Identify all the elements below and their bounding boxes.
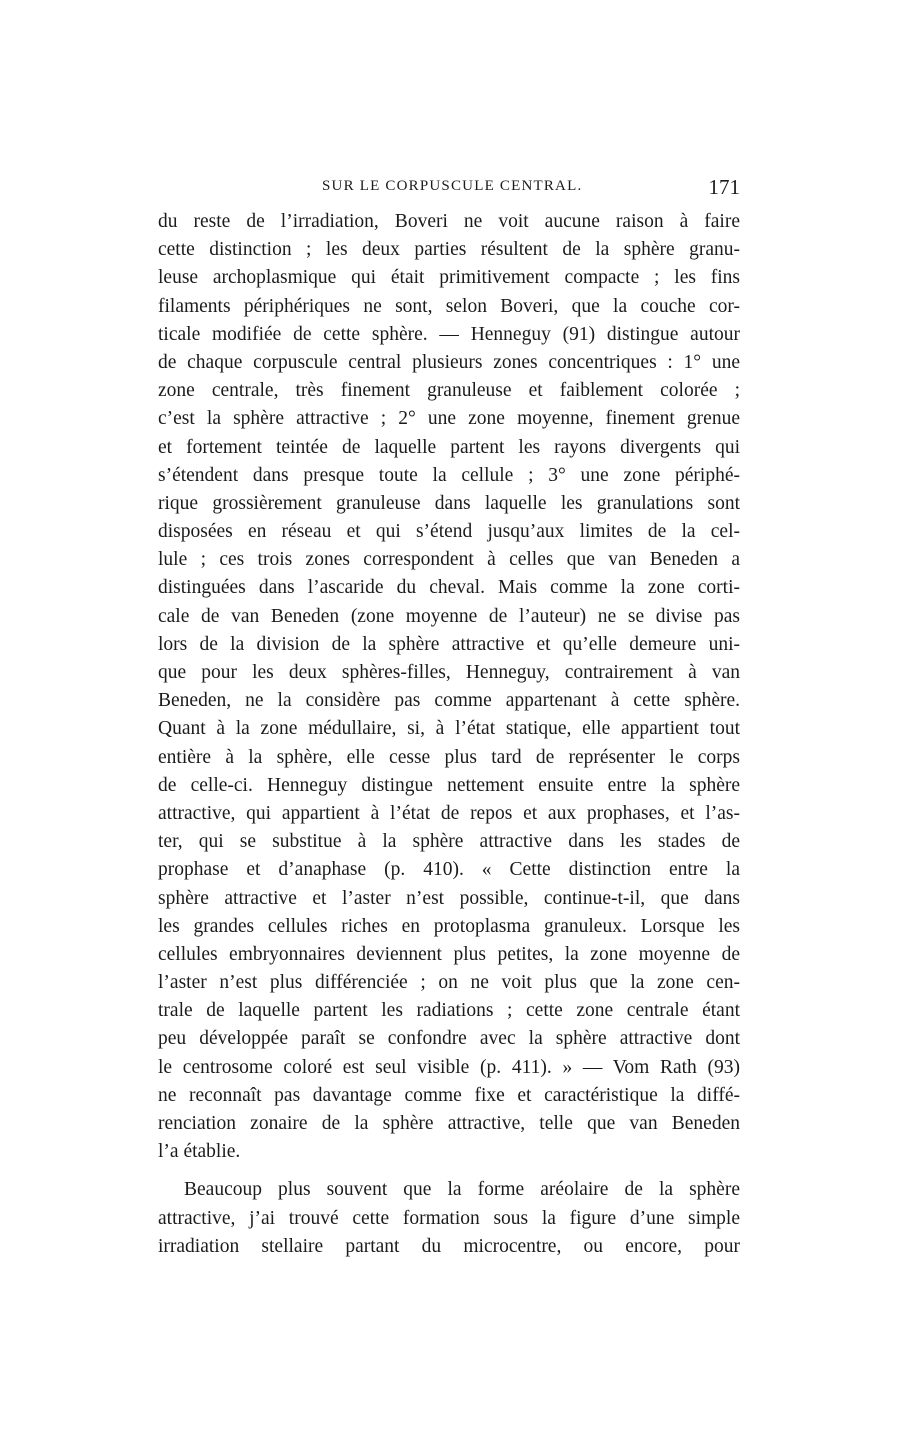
text-line: renciation zonaire de la sphère attractive, telle que van Beneden bbox=[158, 1113, 740, 1134]
page-number: 171 bbox=[708, 175, 740, 199]
text-line: c’est la sphère attractive ; 2° une zone moyenne, finement grenue bbox=[158, 408, 740, 430]
running-title: SUR LE CORPUSCULE CENTRAL. bbox=[322, 178, 583, 194]
paragraph-1 bbox=[158, 208, 740, 1166]
text-line: cale de van Beneden (zone moyenne de l’auteur) ne se divise pas bbox=[158, 605, 740, 627]
text-line: cellules embryonnaires deviennent plus petites, la zone moyenne de bbox=[158, 943, 740, 965]
text-line: irradiation stellaire partant du microcentre, ou encore, pour bbox=[158, 1235, 740, 1257]
text-line: de chaque corpuscule central plusieurs zones concentriques : 1° une bbox=[158, 351, 740, 373]
text-line: les grandes cellules riches en protoplasma granuleux. Lorsque les bbox=[158, 915, 740, 937]
text-line: leuse archoplasmique qui était primitivement compacte ; les fins bbox=[158, 267, 740, 289]
text-line: Beaucoup plus souvent que la forme aréolaire de la sphère bbox=[184, 1179, 740, 1201]
text-line: lule ; ces trois zones correspondent à celles que van Beneden a bbox=[158, 549, 740, 571]
text-line: s’étendent dans presque toute la cellule ; 3° une zone périphé- bbox=[158, 464, 740, 486]
text-line: Beneden, ne la considère pas comme appartenant à cette sphère. bbox=[158, 690, 740, 712]
text-line: rique grossièrement granuleuse dans laquelle les granulations sont bbox=[158, 492, 740, 514]
text-line: ticale modifiée de cette sphère. — Henneguy (91) distingue autour bbox=[158, 323, 740, 345]
text-line: le centrosome coloré est seul visible (p. 411). » — Vom Rath (93) bbox=[158, 1056, 740, 1078]
text-line: sphère attractive et l’aster n’est possible, continue-t-il, que dans bbox=[158, 887, 740, 909]
text-line: lors de la division de la sphère attractive et qu’elle demeure uni- bbox=[158, 633, 740, 655]
text-line: de celle-ci. Henneguy distingue nettement ensuite entre la sphère bbox=[158, 774, 740, 796]
paragraph-gap bbox=[158, 1166, 740, 1176]
text-line: l’a établie. bbox=[158, 1141, 241, 1163]
text-line: l’aster n’est plus différenciée ; on ne voit plus que la zone cen- bbox=[158, 972, 740, 994]
text-line: et fortement teintée de laquelle partent les rayons divergents qui bbox=[158, 436, 740, 458]
text-line: zone centrale, très finement granuleuse et faiblement colorée ; bbox=[158, 380, 740, 402]
text-line: ne reconnaît pas davantage comme fixe et caractéristique la diffé- bbox=[158, 1084, 740, 1106]
text-line: filaments périphériques ne sont, selon Boveri, que la couche cor- bbox=[158, 295, 740, 317]
text-line: attractive, qui appartient à l’état de repos et aux prophases, et l’as- bbox=[158, 802, 740, 824]
text-line: que pour les deux sphères-filles, Henneguy, contrairement à van bbox=[158, 662, 740, 683]
text-line: prophase et d’anaphase (p. 410). « Cette distinction entre la bbox=[158, 859, 740, 881]
text-line: entière à la sphère, elle cesse plus tard de représenter le corps bbox=[158, 746, 740, 768]
text-line: cette distinction ; les deux parties résultent de la sphère granu- bbox=[158, 239, 740, 261]
text-line: ter, qui se substitue à la sphère attractive dans les stades de bbox=[158, 831, 740, 853]
text-line: trale de laquelle partent les radiations ; cette zone centrale étant bbox=[158, 1000, 740, 1022]
text-line: attractive, j’ai trouvé cette formation sous la figure d’une simple bbox=[158, 1207, 740, 1229]
text-line: disposées en réseau et qui s’étend jusqu’aux limites de la cel- bbox=[158, 521, 740, 543]
paragraph-2 bbox=[158, 1176, 740, 1261]
running-head bbox=[158, 175, 740, 202]
text-line: distinguées dans l’ascaride du cheval. Mais comme la zone corti- bbox=[158, 577, 740, 599]
text-line: Quant à la zone médullaire, si, à l’état statique, elle appartient tout bbox=[158, 718, 740, 740]
text-line: peu développée paraît se confondre avec la sphère attractive dont bbox=[158, 1028, 740, 1050]
body-text bbox=[158, 208, 740, 1261]
text-line: du reste de l’irradiation, Boveri ne voit aucune raison à faire bbox=[158, 211, 740, 232]
